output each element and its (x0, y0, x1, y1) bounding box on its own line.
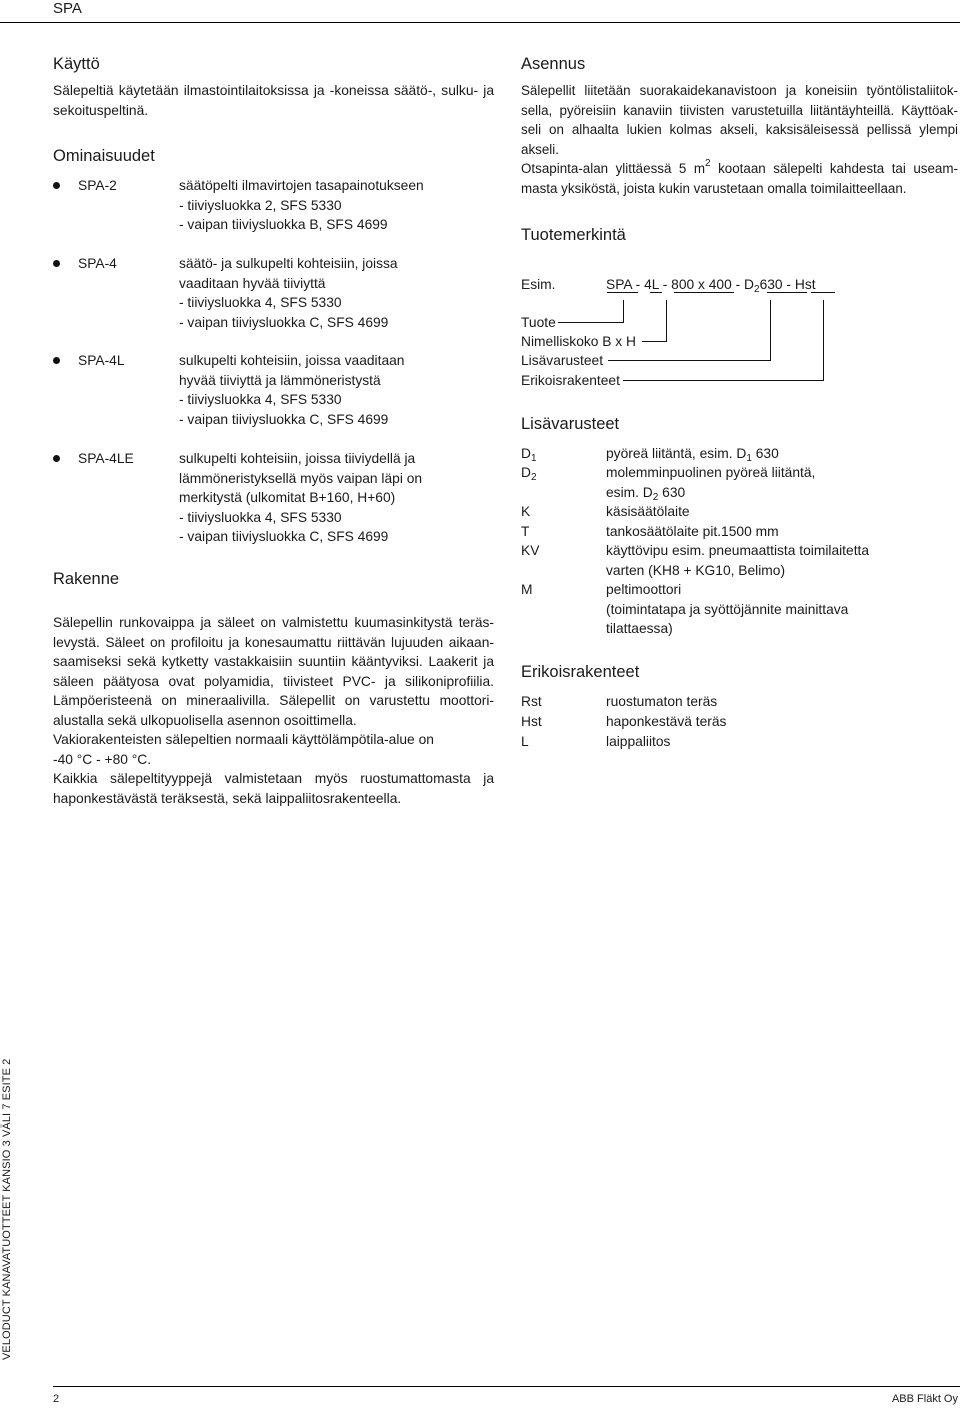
feature-description (179, 176, 424, 235)
accessory-value: tankosäätölaite pit.1500 mm (606, 524, 779, 539)
feature-code: SPA-2 (78, 178, 117, 193)
footer-rule (53, 1386, 960, 1387)
accessory-value-sub: 1 (746, 453, 752, 464)
diagram-line (650, 292, 662, 293)
feature-description (179, 351, 404, 429)
rakenne-line: Lämpöeristeenä on mineraalivilla. Sälepellit on varustettu moottori- (53, 693, 494, 708)
rakenne-line: saamiseksi sekä kytketty vastakkaisiin suuntiin kääntyviksi. Laakerit ja (53, 654, 494, 669)
asennus-line: akseli. (521, 141, 559, 157)
special-value: haponkestävä teräs (606, 714, 727, 729)
accessory-value-sub: 2 (652, 491, 659, 503)
diagram-line (642, 341, 667, 342)
code-part: SPA - 4L - 800 x 400 - D (606, 277, 755, 292)
accessory-value: tilattaessa) (606, 621, 673, 636)
diagram-line (823, 300, 824, 381)
accessory-key: D (521, 465, 531, 480)
diagram-label-tuote: Tuote (521, 315, 556, 330)
otsapinta-pre: Otsapinta-alan ylittäessä 5 m (521, 161, 706, 176)
rakenne-line: Vakiorakenteisten sälepeltien normaali käyttölämpötila-alue on (53, 732, 434, 747)
asennus-line: Sälepellit liitetään suorakaidekanavistoon ja koneisiin työntölistaliitok- (521, 83, 958, 98)
esim-label: Esim. (521, 277, 556, 292)
accessory-value (606, 483, 815, 503)
feature-line: merkitystä (ulkomitat B+160, H+60) (179, 490, 396, 505)
accessory-value: käsisäätölaite (606, 504, 690, 519)
header-title: SPA (53, 0, 82, 17)
kaytto-line: sekoituspeltinä. (53, 102, 149, 118)
side-document-id: VELODUCT KANAVATUOTTEET KANSIO 3 VÄLI 7 ESITE 2 (1, 1058, 13, 1360)
feature-line: - vaipan tiiviysluokka C, SFS 4699 (179, 529, 389, 544)
diagram-line (767, 292, 807, 293)
company-name: ABB Fläkt Oy (891, 1393, 958, 1405)
accessory-value-pre: esim. D (606, 484, 653, 500)
special-key: Hst (521, 714, 542, 729)
rakenne-line: levystä. Säleet on profiloitu ja konesaumattu riittävän lujuuden aikaan- (53, 634, 494, 650)
feature-line: - tiiviysluokka 2, SFS 5330 (179, 197, 342, 213)
diagram-line (623, 300, 624, 323)
feature-line: sulkupelti kohteisiin, joissa vaaditaan (179, 353, 405, 368)
asennus-line: sella, pyöreisiin kanaviin tiivisten varustetuilla liitäntäyhteillä. Käyttöak- (521, 102, 958, 118)
rakenne-line: säleen päätyosa ovat polyamidia, tiivisteet PVC- ja silikoniprofiilia. (53, 673, 494, 689)
code-sub: 2 (754, 284, 760, 295)
rakenne-line: alustalla sekä ulkopuolisella asennon osoittimella. (53, 712, 357, 728)
diagram-line (558, 322, 624, 323)
special-key: L (521, 734, 529, 749)
feature-line: - tiiviysluokka 4, SFS 5330 (179, 392, 342, 407)
accessory-key-sub: 1 (530, 453, 537, 464)
diagram-label-erikoisrakenteet: Erikoisrakenteet (521, 373, 620, 388)
heading-asennus: Asennus (521, 55, 586, 73)
accessory-value-post: 630 (751, 446, 779, 461)
feature-line: vaaditaan hyvää tiiviyttä (179, 275, 326, 291)
diagram-line (770, 300, 771, 361)
heading-erikoisrakenteet: Erikoisrakenteet (521, 663, 640, 681)
feature-line: lämmöneristyksellä myös vaipan läpi on (179, 470, 423, 486)
special-value: laippaliitos (606, 734, 671, 749)
otsapinta-post: kootaan sälepelti kahdesta tai useam- (710, 161, 958, 176)
kaytto-text (53, 81, 494, 120)
code-part: 630 - Hst (759, 277, 816, 292)
feature-line: - tiiviysluokka 4, SFS 5330 (179, 295, 342, 310)
rakenne-text (53, 613, 494, 808)
accessory-value: peltimoottori (606, 582, 682, 597)
accessory-value: käyttövipu esim. pneumaattista toimilaitetta (606, 543, 870, 558)
diagram-line (623, 380, 824, 381)
asennus-line: seli on alhaalta lukien kolmas akseli, kaksisäleisessä pellissä ylempi (521, 122, 958, 137)
feature-code: SPA-4L (78, 353, 125, 368)
feature-line: säätö- ja sulkupelti kohteisiin, joissa (179, 256, 398, 271)
feature-description (179, 254, 398, 332)
otsapinta-line: masta yksiköstä, joista kukin varustetaan omalla toimilaitteellaan. (521, 180, 907, 196)
accessory-value: molemminpuolinen pyöreä liitäntä, (606, 465, 816, 480)
accessory-value: varten (KH8 + KG10, Belimo) (606, 562, 786, 578)
diagram-label-koko: Nimelliskoko B x H (521, 334, 636, 349)
heading-tuotemerkinta: Tuotemerkintä (521, 226, 626, 244)
rakenne-line: -40 °C - +80 °C. (53, 751, 152, 767)
diagram-line (608, 360, 771, 361)
rakenne-line: Kaikkia sälepeltityyppejä valmistetaan myös ruostumattomasta ja (53, 771, 494, 786)
feature-line: - vaipan tiiviysluokka B, SFS 4699 (179, 217, 388, 232)
rakenne-line: Sälepellin runkovaippa ja säleet on valmistettu kuumasinkitystä teräs- (53, 615, 494, 630)
accessory-key: D (521, 446, 531, 461)
otsapinta-sup: 2 (705, 158, 711, 169)
accessory-key: K (521, 504, 531, 519)
diagram-line (607, 292, 638, 293)
heading-rakenne: Rakenne (53, 570, 120, 588)
heading-kaytto: Käyttö (53, 55, 100, 73)
heading-ominaisuudet: Ominaisuudet (53, 147, 155, 165)
bullet-icon (53, 455, 60, 462)
feature-line: säätöpelti ilmavirtojen tasapainotukseen (179, 178, 424, 193)
feature-code: SPA-4 (78, 256, 117, 271)
accessory-key: M (521, 582, 533, 597)
accessory-key: T (521, 524, 530, 539)
accessory-value-post: 630 (658, 484, 686, 500)
bullet-icon (53, 357, 60, 364)
asennus-text (521, 81, 958, 198)
feature-description (179, 449, 422, 547)
feature-line: - tiiviysluokka 4, SFS 5330 (179, 509, 342, 525)
accessory-key: KV (521, 543, 540, 558)
heading-lisavarusteet: Lisävarusteet (521, 415, 620, 433)
accessory-value: pyöreä liitäntä, esim. D (606, 446, 747, 461)
diagram-label-lisavarusteet: Lisävarusteet (521, 353, 604, 368)
rakenne-line: haponkestävästä teräksestä, sekä laippaliitosrakenteella. (53, 790, 402, 806)
feature-line: - vaipan tiiviysluokka C, SFS 4699 (179, 314, 389, 330)
feature-code: SPA-4LE (78, 451, 134, 466)
diagram-line (811, 292, 835, 293)
diagram-line (666, 300, 667, 342)
feature-line: hyvää tiiviyttä ja lämmöneristystä (179, 372, 381, 388)
special-key: Rst (521, 694, 542, 709)
bullet-icon (53, 182, 60, 189)
page-header (0, 0, 960, 23)
feature-line: - vaipan tiiviysluokka C, SFS 4699 (179, 411, 389, 427)
feature-line: sulkupelti kohteisiin, joissa tiiviydellä ja (179, 451, 416, 466)
accessory-key-sub: 2 (530, 472, 537, 483)
diagram-line (674, 292, 734, 293)
accessory-value: (toimintatapa ja syöttöjännite mainittava (606, 601, 849, 617)
special-value: ruostumaton teräs (606, 694, 718, 709)
bullet-icon (53, 260, 60, 267)
otsapinta-line (521, 159, 958, 179)
page-number: 2 (53, 1393, 60, 1405)
kaytto-line: Sälepeltiä käytetään ilmastointilaitoksissa ja -koneissa säätö-, sulku- ja (53, 83, 494, 98)
